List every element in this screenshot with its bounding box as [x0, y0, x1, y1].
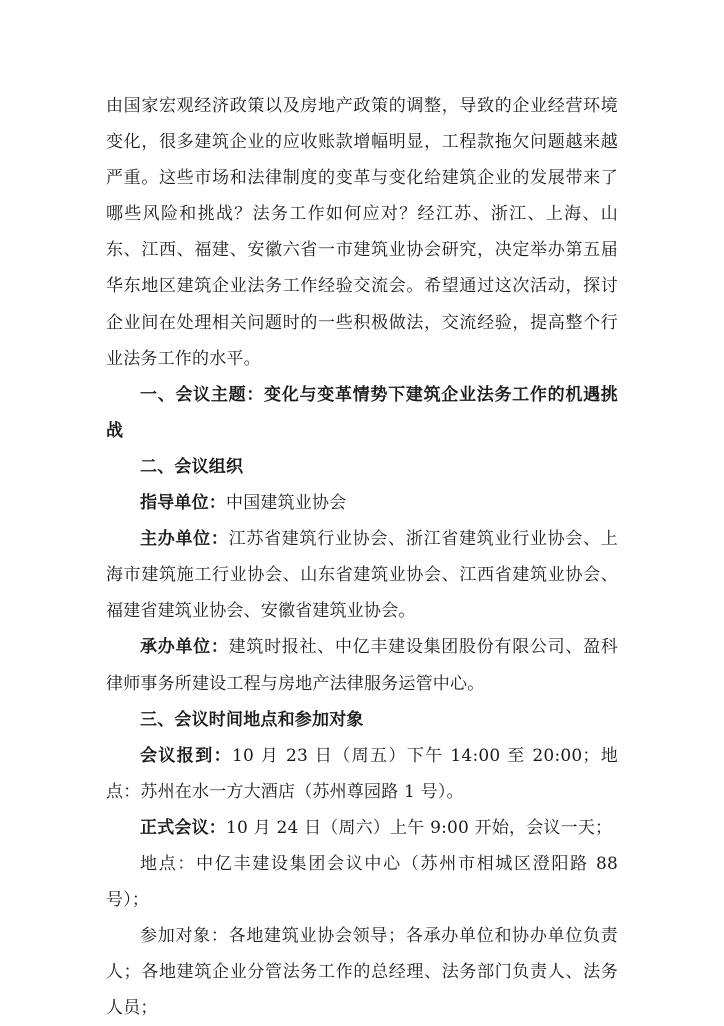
meeting-label: 正式会议：	[140, 817, 226, 838]
organizer-unit-label: 承办单位：	[140, 637, 229, 658]
guidance-unit-label: 指导单位：	[140, 493, 226, 514]
participants-paragraph: 参加对象：各地建筑业协会领导；各承办单位和协办单位负责人；各地建筑企业分管法务工作的总经理、法务部门负责人、法务人员；	[106, 926, 618, 1019]
guidance-unit-paragraph	[106, 485, 618, 521]
registration-label: 会议报到：	[140, 745, 232, 766]
guidance-unit-value: 中国建筑业协会	[226, 493, 347, 514]
meeting-paragraph	[106, 810, 618, 846]
venue-paragraph: 地点：中亿丰建设集团会议中心（苏州市相城区澄阳路 88 号）；	[106, 853, 618, 911]
organizer-unit-paragraph	[106, 629, 618, 701]
host-unit-value: 江苏省建筑行业协会、浙江省建筑业行业协会、上海市建筑施工行业协会、山东省建筑业协会、江西省建筑业协会、福建省建筑业协会、安徽省建筑业协会。	[106, 529, 619, 622]
section-2-heading: 二、会议组织	[140, 456, 244, 477]
document-body	[106, 88, 618, 1026]
host-unit-label: 主办单位：	[140, 529, 229, 550]
host-unit-paragraph	[106, 521, 618, 629]
registration-value: 10 月 23 日（周五）下午 14:00 至 20:00；地点：苏州在水一方大酒店（苏州尊园路 1 号）。	[106, 745, 618, 802]
intro-paragraph: 由国家宏观经济政策以及房地产政策的调整，导致的企业经营环境变化，很多建筑企业的应收账款增幅明显，工程款拖欠问题越来越严重。这些市场和法律制度的变革与变化给建筑企业的发展带来了哪些风险和挑战？法务工作如何应对？经江苏、浙江、上海、山东、江西、福建、安徽六省一市建筑业协会研究，决定举办第五届华东地区建筑企业法务工作经验交流会。希望通过这次活动，探讨企业间在处理相关问题时的一些积极做法，交流经验，提高整个行业法务工作的水平。	[106, 96, 618, 369]
meeting-value: 10 月 24 日（周六）上午 9:00 开始，会议一天；	[226, 817, 613, 838]
organizer-unit-value: 建筑时报社、中亿丰建设集团股份有限公司、盈科律师事务所建设工程与房地产法律服务运管中心。	[106, 637, 619, 694]
section-3-heading: 三、会议时间地点和参加对象	[140, 709, 364, 730]
registration-paragraph	[106, 738, 618, 810]
section-1-heading: 一、会议主题：变化与变革情势下建筑企业法务工作的机遇挑战	[106, 384, 618, 441]
